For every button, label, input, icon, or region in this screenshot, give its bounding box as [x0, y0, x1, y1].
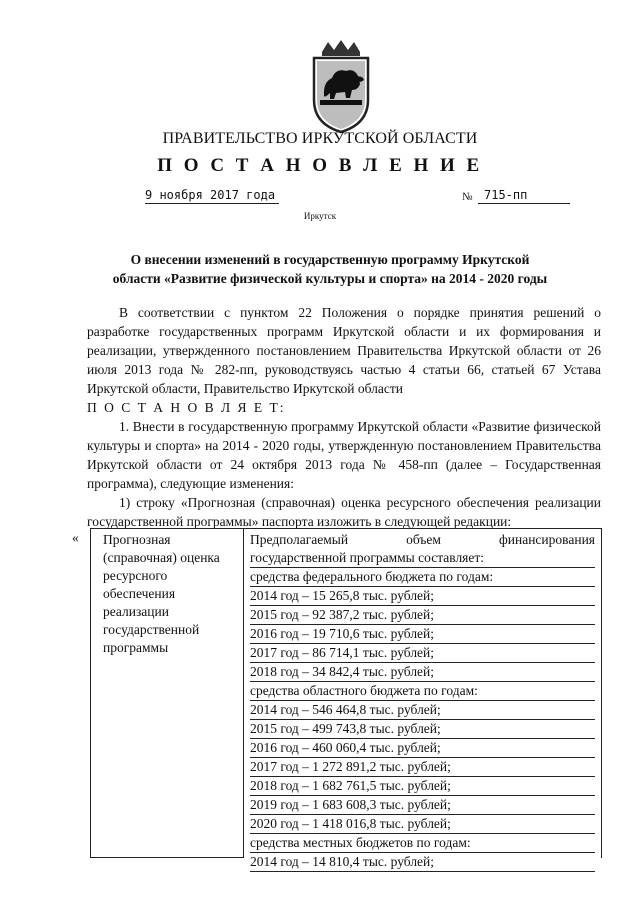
row-label-line: реализации: [103, 604, 169, 619]
opening-quote: «: [72, 530, 79, 545]
number-label: №: [462, 191, 473, 203]
funding-line: 2016 год – 19 710,6 тыс. рублей;: [250, 625, 595, 644]
funding-line: 2015 год – 92 387,2 тыс. рублей;: [250, 606, 595, 625]
document-date: 9 ноября 2017 года: [145, 188, 279, 204]
irkutsk-coat-of-arms-icon: [300, 38, 382, 134]
funding-line: 2017 год – 86 714,1 тыс. рублей;: [250, 644, 595, 663]
funding-line: 2018 год – 34 842,4 тыс. рублей;: [250, 663, 595, 682]
row-label-line: государственной: [103, 622, 200, 637]
document-city: Иркутск: [303, 211, 337, 221]
row-label-line: обеспечения: [103, 586, 176, 601]
document-type: П О С Т А Н О В Л Е Н И Е: [157, 155, 483, 176]
document-number: 715-пп: [478, 188, 570, 204]
row-label-line: программы: [103, 640, 169, 655]
funding-line: 2018 год – 1 682 761,5 тыс. рублей;: [250, 777, 595, 796]
funding-line: 2020 год – 1 418 016,8 тыс. рублей;: [250, 815, 595, 834]
row-label-line: ресурсного: [103, 568, 168, 583]
funding-line: 2014 год – 15 265,8 тыс. рублей;: [250, 587, 595, 606]
passport-row-value-cell: [243, 528, 602, 869]
funding-intro-line: Предполагаемый объем финансирования: [250, 532, 595, 547]
document-title-line-2: области «Развитие физической культуры и спорта» на 2014 - 2020 годы: [112, 271, 548, 286]
row-label-line: Прогнозная: [103, 532, 171, 547]
passport-row-label-cell: [90, 528, 244, 858]
funding-line: 2014 год – 546 464,8 тыс. рублей;: [250, 701, 595, 720]
item-1-paragraph: 1. Внести в государственную программу Иркутской области «Развитие физической культуры и спорта» на 2014 - 2020 годы, утвержденную постановлением Правительства Иркутской области от 24 октября 2013 года № 458-пп (далее – Государственная программа), следующие изменения:: [87, 419, 601, 491]
funding-line: 2017 год – 1 272 891,2 тыс. рублей;: [250, 758, 595, 777]
funding-line: 2019 год – 1 683 608,3 тыс. рублей;: [250, 796, 595, 815]
resolves-heading: П О С Т А Н О В Л Я Е Т:: [87, 400, 286, 415]
document-body: [87, 303, 601, 531]
passport-table: [72, 528, 602, 869]
row-label-line: (справочная) оценка: [103, 550, 220, 565]
funding-line: государственной программы составляет:: [250, 549, 595, 568]
funding-line: средства местных бюджетов по годам:: [250, 834, 595, 853]
funding-line: средства областного бюджета по годам:: [250, 682, 595, 701]
funding-line: 2016 год – 460 060,4 тыс. рублей;: [250, 739, 595, 758]
government-name: ПРАВИТЕЛЬСТВО ИРКУТСКОЙ ОБЛАСТИ: [162, 130, 478, 147]
subitem-1-paragraph: 1) строку «Прогнозная (справочная) оценка ресурсного обеспечения реализации государственной программы» паспорта изложить в следующей редакции:: [87, 495, 601, 529]
document-title: [80, 250, 580, 288]
funding-line: средства федерального бюджета по годам:: [250, 568, 595, 587]
funding-line: 2014 год – 14 810,4 тыс. рублей;: [250, 853, 595, 872]
funding-line: 2015 год – 499 743,8 тыс. рублей;: [250, 720, 595, 739]
preamble-paragraph: В соответствии с пунктом 22 Положения о порядке принятия решений о разработке государственных программ Иркутской области и их формирования и реализации, утвержденного постановлением Правительства Иркутской области от 26 июля 2013 года № 282-пп, руководствуясь частью 4 статьи 66, статьей 67 Устава Иркутской области, Правительство Иркутской области: [87, 305, 601, 396]
document-title-line-1: О внесении изменений в государственную программу Иркутской: [130, 252, 530, 267]
